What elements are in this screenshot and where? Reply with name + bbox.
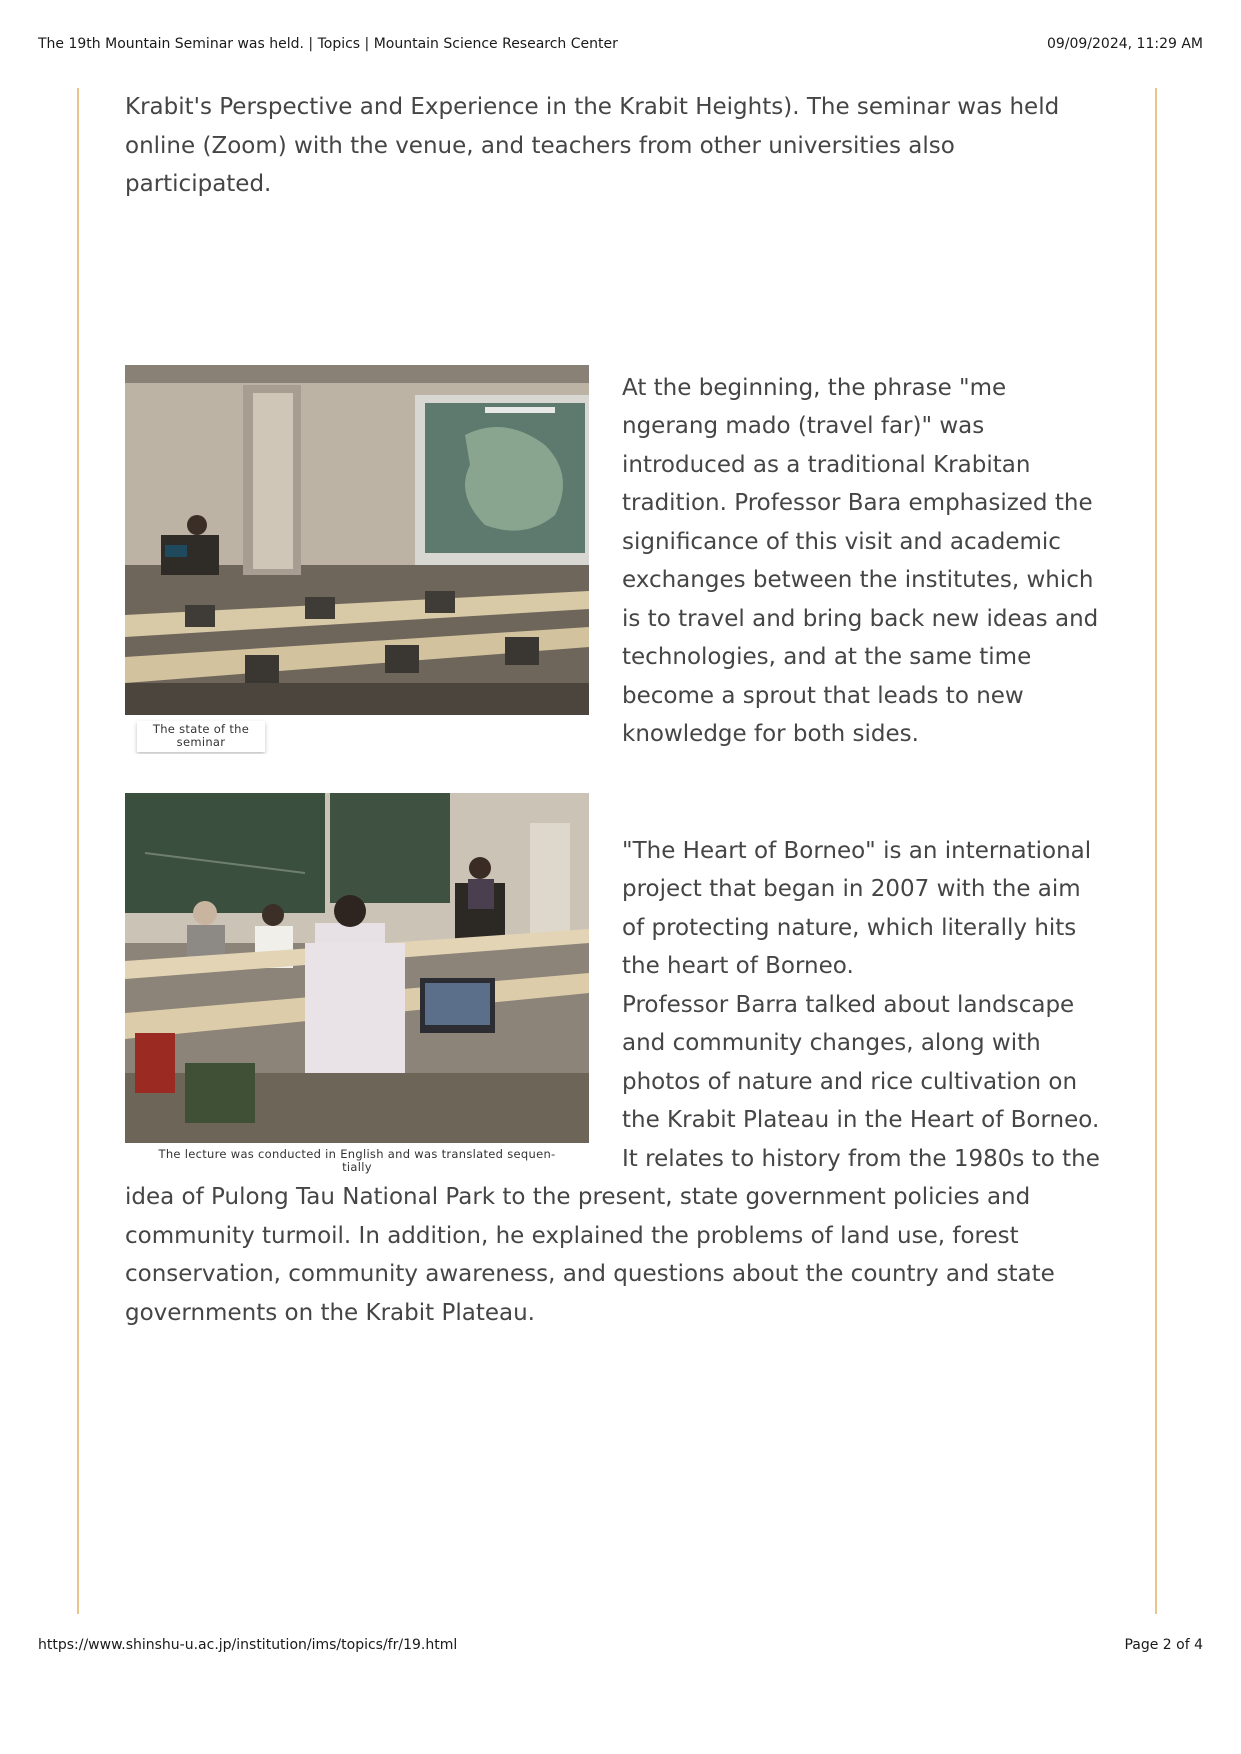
seminar-paragraph: At the beginning, the phrase "me ngerang mado (travel far)" was introduced as a traditional Krabitan tradition. Professor Bara emphasized the significance of this visit and academic exchanges between the institutes, which is to travel and bring back new ideas and technologies, and at the same time become a sprout that leads to new knowledge for both sides. bbox=[622, 374, 1099, 747]
lecture-figure bbox=[125, 793, 589, 1174]
seminar-photo-caption: The state of the seminar bbox=[137, 721, 265, 752]
page-number: Page 2 of 4 bbox=[1124, 1637, 1203, 1653]
lecture-photo-caption: The lecture was conducted in English and was translated sequen-tially bbox=[158, 1146, 556, 1174]
page-url: https://www.shinshu-u.ac.jp/institution/ims/topics/fr/19.html bbox=[38, 1637, 458, 1653]
seminar-photo bbox=[125, 365, 589, 715]
left-border-rule bbox=[77, 88, 79, 1614]
lecture-paragraph-line2: Professor Barra talked about landscape and community changes, along with photos of nature and rice cultivation on the Krabit Plateau in the Heart of Borneo. It relates to history from the 1980s to the idea of Pulong Tau National Park to the present, state government policies and community turmoil. In addition, he explained the problems of land use, forest conservation, community awareness, and questions about the country and state governments on the Krabit Plateau. bbox=[125, 991, 1100, 1326]
print-datetime: 09/09/2024, 11:29 AM bbox=[1046, 36, 1203, 52]
print-footer bbox=[38, 1637, 1203, 1653]
seminar-figure bbox=[125, 365, 589, 752]
print-header bbox=[38, 36, 1203, 52]
lecture-paragraph-line1: "The Heart of Borneo" is an international project that began in 2007 with the aim of protecting nature, which literally hits the heart of Borneo. bbox=[622, 837, 1092, 979]
page-title: The 19th Mountain Seminar was held. | Topics | Mountain Science Research Center bbox=[38, 36, 618, 52]
right-border-rule bbox=[1155, 88, 1157, 1614]
lecture-photo bbox=[125, 793, 589, 1143]
article-content bbox=[125, 88, 1105, 1332]
lecture-block bbox=[125, 793, 1105, 1333]
seminar-block bbox=[125, 365, 1105, 754]
intro-paragraph: Krabit's Perspective and Experience in the Krabit Heights). The seminar was held online (Zoom) with the venue, and teachers from other universities also participated. bbox=[125, 94, 1060, 197]
